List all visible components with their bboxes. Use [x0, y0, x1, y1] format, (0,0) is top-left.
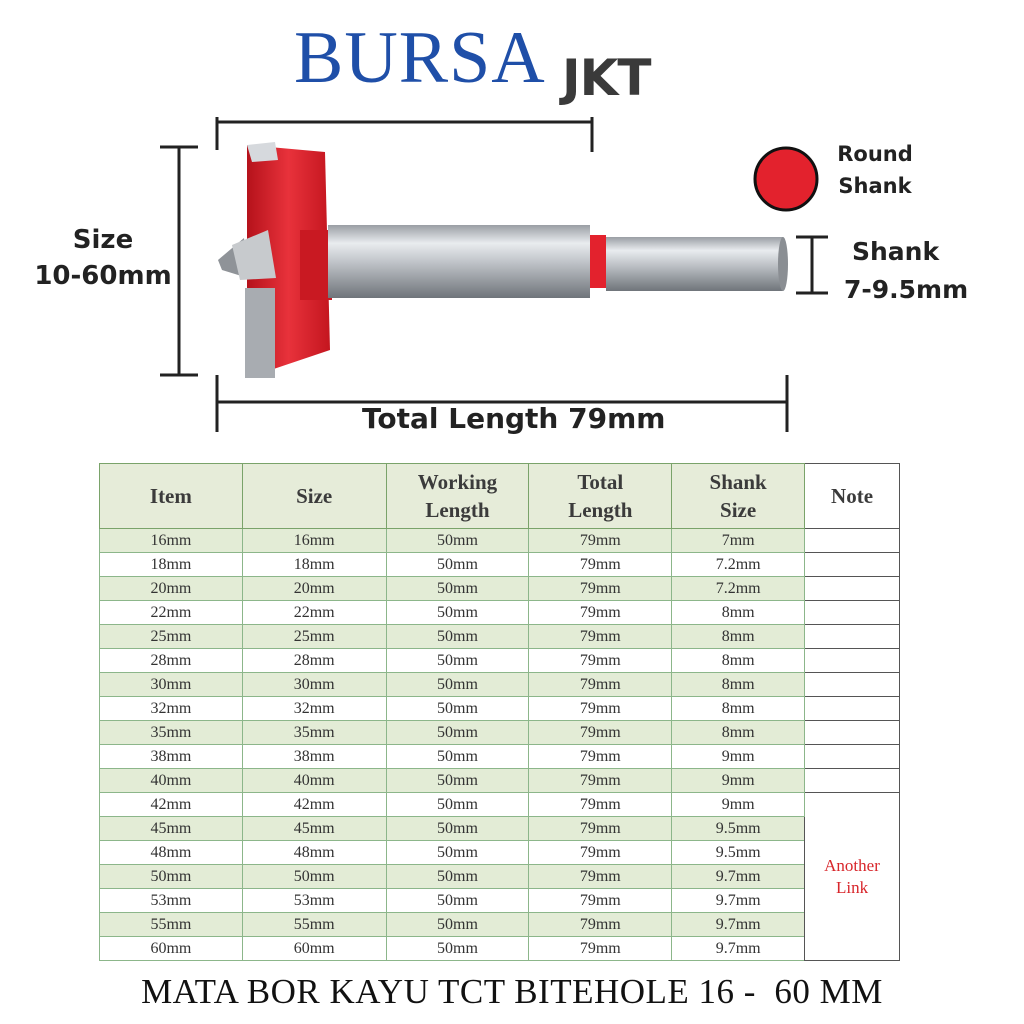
- cell-size: 30mm: [242, 673, 386, 697]
- header-working-length: [386, 464, 529, 529]
- header-size: [242, 464, 386, 529]
- cell-item: 38mm: [100, 745, 243, 769]
- cell-note: [805, 745, 900, 769]
- cell-working-length: 50mm: [386, 577, 529, 601]
- cell-total-length: 79mm: [529, 529, 672, 553]
- table-row: [100, 817, 900, 841]
- cell-total-length: 79mm: [529, 745, 672, 769]
- cell-shank-size: 7.2mm: [672, 577, 805, 601]
- total-length-label: Total Length 79mm: [362, 402, 666, 435]
- cell-item: 16mm: [100, 529, 243, 553]
- cell-shank-size: 9.7mm: [672, 865, 805, 889]
- cell-size: 25mm: [242, 625, 386, 649]
- table-row: [100, 625, 900, 649]
- cell-shank-size: 9mm: [672, 793, 805, 817]
- cell-working-length: 50mm: [386, 649, 529, 673]
- cell-item: 40mm: [100, 769, 243, 793]
- cell-working-length: 50mm: [386, 553, 529, 577]
- product-title: MATA BOR KAYU TCT BITEHOLE 16 - 60 MM: [141, 972, 883, 1011]
- cell-working-length: 50mm: [386, 721, 529, 745]
- cell-size: 53mm: [242, 889, 386, 913]
- cell-shank-size: 8mm: [672, 625, 805, 649]
- cell-size: 38mm: [242, 745, 386, 769]
- cell-item: 55mm: [100, 913, 243, 937]
- cell-total-length: 79mm: [529, 697, 672, 721]
- table-row: [100, 937, 900, 961]
- cell-note: [805, 769, 900, 793]
- cell-working-length: 50mm: [386, 913, 529, 937]
- cell-note: [805, 601, 900, 625]
- spec-table: [99, 463, 900, 961]
- header-note-text: Note: [831, 484, 874, 508]
- cell-item: 50mm: [100, 865, 243, 889]
- cell-size: 45mm: [242, 817, 386, 841]
- cell-shank-size: 9mm: [672, 745, 805, 769]
- cell-working-length: 50mm: [386, 769, 529, 793]
- table-row: [100, 673, 900, 697]
- shank-value-text: 7-9.5mm: [844, 275, 969, 304]
- table-row: [100, 865, 900, 889]
- cell-shank-size: 7mm: [672, 529, 805, 553]
- cell-note: [805, 649, 900, 673]
- cell-size: 40mm: [242, 769, 386, 793]
- table-row: [100, 601, 900, 625]
- cell-size: 22mm: [242, 601, 386, 625]
- round-label-line2: Shank: [838, 174, 912, 198]
- header-item-text: Item: [149, 484, 192, 508]
- size-value-text: 10-60mm: [34, 261, 172, 291]
- table-row: [100, 721, 900, 745]
- cell-total-length: 79mm: [529, 649, 672, 673]
- spec-table-body: [100, 529, 900, 961]
- cell-note: [805, 673, 900, 697]
- cell-size: 42mm: [242, 793, 386, 817]
- cell-note: [805, 625, 900, 649]
- logo-sub-text: JKT: [562, 49, 651, 107]
- cell-shank-size: 7.2mm: [672, 553, 805, 577]
- cell-working-length: 50mm: [386, 937, 529, 961]
- cell-total-length: 79mm: [529, 577, 672, 601]
- table-row: [100, 769, 900, 793]
- cell-note: [805, 721, 900, 745]
- cell-item: 53mm: [100, 889, 243, 913]
- cell-size: 16mm: [242, 529, 386, 553]
- cell-total-length: 79mm: [529, 793, 672, 817]
- cell-total-length: 79mm: [529, 721, 672, 745]
- shank-label: [844, 233, 969, 309]
- cell-shank-size: 8mm: [672, 649, 805, 673]
- cell-item: 25mm: [100, 625, 243, 649]
- round-shank-label: [828, 138, 922, 202]
- cell-size: 50mm: [242, 865, 386, 889]
- note-line2: Link: [835, 877, 869, 897]
- cell-note: [805, 529, 900, 553]
- cell-working-length: 50mm: [386, 601, 529, 625]
- cell-size: 28mm: [242, 649, 386, 673]
- table-row: [100, 529, 900, 553]
- cell-size: 60mm: [242, 937, 386, 961]
- cell-item: 32mm: [100, 697, 243, 721]
- cell-shank-size: 9.7mm: [672, 889, 805, 913]
- cell-total-length: 79mm: [529, 553, 672, 577]
- cell-item: 22mm: [100, 601, 243, 625]
- cell-shank-size: 8mm: [672, 673, 805, 697]
- cell-working-length: 50mm: [386, 673, 529, 697]
- main-shank: [328, 225, 590, 298]
- round-label-line1: Round: [837, 142, 913, 166]
- cell-shank-size: 9.7mm: [672, 937, 805, 961]
- table-row: [100, 649, 900, 673]
- cell-total-length: 79mm: [529, 601, 672, 625]
- cell-shank-size: 8mm: [672, 721, 805, 745]
- cell-item: 30mm: [100, 673, 243, 697]
- cell-working-length: 50mm: [386, 865, 529, 889]
- cell-note-another-link: [805, 793, 900, 961]
- cell-size: 32mm: [242, 697, 386, 721]
- cell-working-length: 50mm: [386, 817, 529, 841]
- cell-size: 55mm: [242, 913, 386, 937]
- header-shank-text-1: Shank: [709, 470, 767, 494]
- size-label-text: Size: [72, 225, 134, 255]
- table-row: [100, 841, 900, 865]
- header-working-text-1: Working: [417, 470, 498, 494]
- header-size-text: Size: [296, 484, 333, 508]
- cell-working-length: 50mm: [386, 697, 529, 721]
- round-shank-indicator: [755, 148, 817, 210]
- header-total-text-1: Total: [577, 470, 624, 494]
- cell-shank-size: 9.5mm: [672, 817, 805, 841]
- header-item: [100, 464, 243, 529]
- cell-item: 42mm: [100, 793, 243, 817]
- cell-total-length: 79mm: [529, 937, 672, 961]
- shank-dimension: [796, 237, 828, 293]
- cell-total-length: 79mm: [529, 841, 672, 865]
- note-line1: Another: [824, 855, 880, 875]
- cell-total-length: 79mm: [529, 913, 672, 937]
- cell-total-length: 79mm: [529, 865, 672, 889]
- table-row: [100, 793, 900, 817]
- cell-item: 18mm: [100, 553, 243, 577]
- cell-shank-size: 9mm: [672, 769, 805, 793]
- cell-item: 28mm: [100, 649, 243, 673]
- cell-note: [805, 697, 900, 721]
- table-row: [100, 745, 900, 769]
- table-row: [100, 889, 900, 913]
- header-working-text-2: Length: [425, 498, 490, 522]
- cell-working-length: 50mm: [386, 625, 529, 649]
- table-row: [100, 553, 900, 577]
- table-row: [100, 697, 900, 721]
- table-row: [100, 577, 900, 601]
- shank-label-text: Shank: [852, 237, 940, 266]
- cell-shank-size: 8mm: [672, 601, 805, 625]
- size-label: [28, 222, 178, 294]
- cell-item: 35mm: [100, 721, 243, 745]
- cell-total-length: 79mm: [529, 673, 672, 697]
- cell-shank-size: 8mm: [672, 697, 805, 721]
- cell-note: [805, 553, 900, 577]
- cell-total-length: 79mm: [529, 889, 672, 913]
- cell-working-length: 50mm: [386, 889, 529, 913]
- cell-item: 45mm: [100, 817, 243, 841]
- cell-shank-size: 9.5mm: [672, 841, 805, 865]
- cell-working-length: 50mm: [386, 529, 529, 553]
- header-shank-size: [672, 464, 805, 529]
- header-shank-text-2: Size: [720, 498, 757, 522]
- cell-item: 20mm: [100, 577, 243, 601]
- cell-working-length: 50mm: [386, 841, 529, 865]
- cell-item: 48mm: [100, 841, 243, 865]
- table-header-row: [100, 464, 900, 529]
- header-total-text-2: Length: [568, 498, 633, 522]
- cell-total-length: 79mm: [529, 769, 672, 793]
- cell-size: 18mm: [242, 553, 386, 577]
- cell-total-length: 79mm: [529, 625, 672, 649]
- cell-note: [805, 577, 900, 601]
- cell-working-length: 50mm: [386, 745, 529, 769]
- cell-size: 20mm: [242, 577, 386, 601]
- round-shank: [606, 237, 783, 291]
- logo-main-text: BURSA: [294, 17, 546, 99]
- collar: [590, 235, 606, 288]
- header-note: [805, 464, 900, 529]
- cell-item: 60mm: [100, 937, 243, 961]
- cell-working-length: 50mm: [386, 793, 529, 817]
- table-row: [100, 913, 900, 937]
- drill-bit-diagram: [0, 100, 1024, 460]
- cell-size: 48mm: [242, 841, 386, 865]
- cell-size: 35mm: [242, 721, 386, 745]
- cell-total-length: 79mm: [529, 817, 672, 841]
- header-total-length: [529, 464, 672, 529]
- cutter-head: [218, 142, 332, 378]
- cell-shank-size: 9.7mm: [672, 913, 805, 937]
